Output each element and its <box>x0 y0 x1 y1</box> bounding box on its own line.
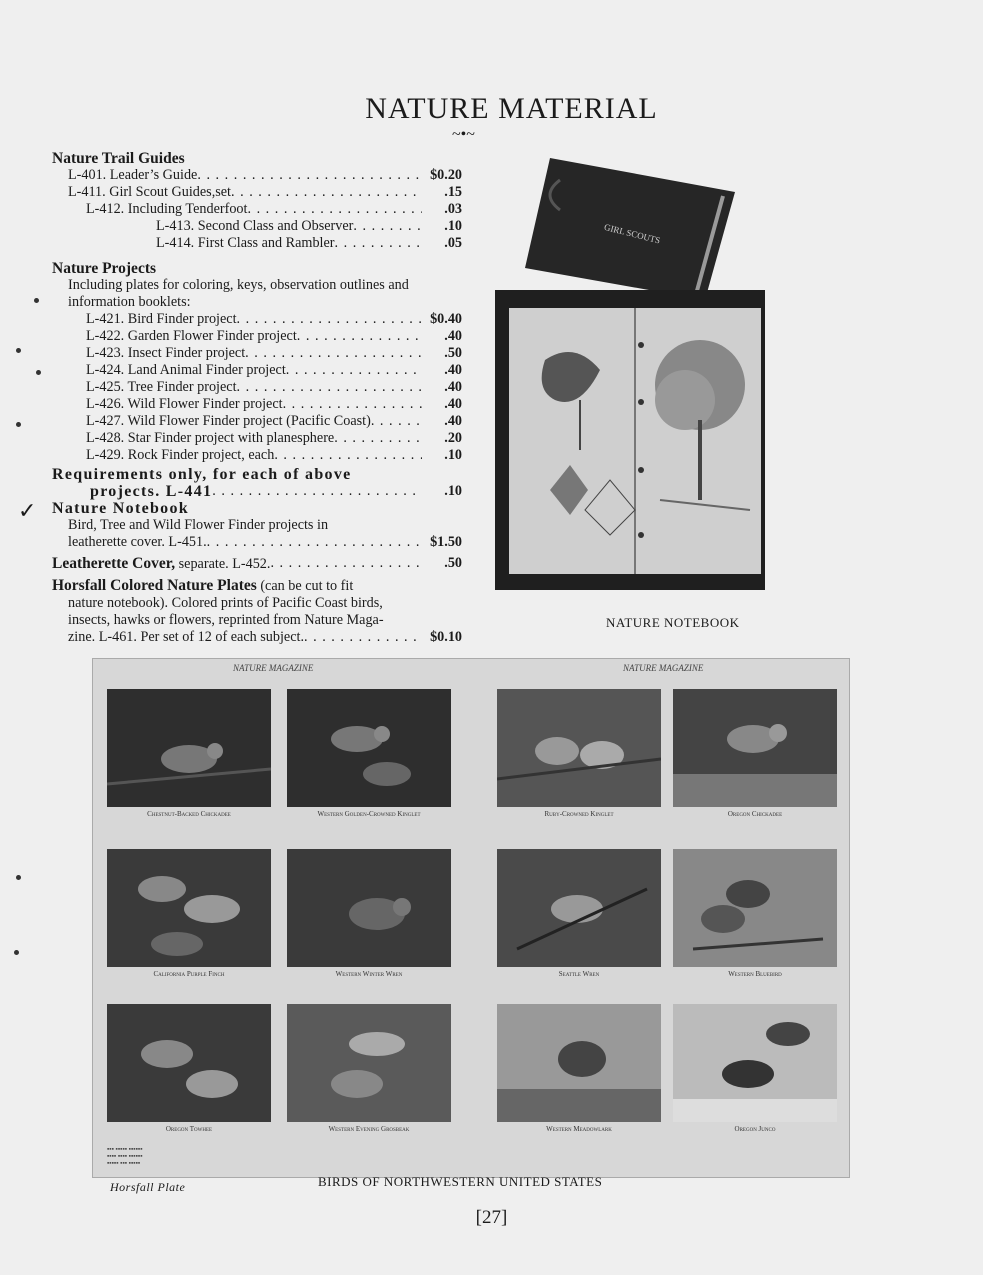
bird-plate: Oregon Chickadee <box>673 689 837 818</box>
item-row: L-426. Wild Flower Finder project . . . .40 <box>52 396 462 413</box>
item-row: L-412. Including Tenderfoot . . . .03 <box>52 201 462 218</box>
margin-dot-icon <box>16 422 21 427</box>
item-row: L-422. Garden Flower Finder project . . . .40 <box>52 328 462 345</box>
margin-dot-icon <box>16 875 21 880</box>
bird-plate: Seattle Wren <box>497 849 661 978</box>
item-row: L-428. Star Finder project with planesphere . . . .20 <box>52 430 462 447</box>
bird-plate: Chestnut-Backed Chickadee <box>107 689 271 818</box>
magazine-header-right: NATURE MAGAZINE <box>623 663 704 673</box>
horsfall-plate-image <box>92 658 850 1178</box>
plate-fine-print: ▪▪▪ ▪▪▪▪▪ ▪▪▪▪▪▪ ▪▪▪▪ ▪▪▪▪ ▪▪▪▪▪▪ ▪▪▪▪▪ ▪▪▪ ▪▪▪▪▪ <box>107 1146 143 1167</box>
notebook-heading: Nature Notebook <box>52 500 189 517</box>
bird-plate: California Purple Finch <box>107 849 271 978</box>
item-row: L-429. Rock Finder project, each . . . .10 <box>52 447 462 464</box>
item-row: L-411. Girl Scout Guides,set . . . .15 <box>52 184 462 201</box>
item-row: L-424. Land Animal Finder project . . . .40 <box>52 362 462 379</box>
nature-notebook-photo <box>485 140 770 620</box>
magazine-header-left: NATURE MAGAZINE <box>233 663 314 673</box>
margin-dot-icon <box>34 298 39 303</box>
projects-heading: Nature Projects <box>52 260 157 277</box>
checkmark-icon: ✓ <box>18 498 37 523</box>
item-row: L-401. Leader’s Guide . . . $0.20 <box>52 167 462 184</box>
cover-row: Leatherette Cover, separate. L-452. . . . .50 <box>52 555 462 573</box>
item-row: L-421. Bird Finder project . . . $0.40 <box>52 311 462 328</box>
bird-plate: Western Golden-Crowned Kinglet <box>287 689 451 818</box>
page-title: NATURE MATERIAL <box>365 92 658 125</box>
notebook-desc: Bird, Tree and Wild Flower Finder projects in <box>68 517 329 533</box>
margin-dot-icon <box>14 950 19 955</box>
requirements-row: projects. L-441 . . . .10 <box>52 483 462 500</box>
item-row: L-413. Second Class and Observer . . . .10 <box>52 218 462 235</box>
bird-plate: Western Winter Wren <box>287 849 451 978</box>
title-flourish: ~•~ <box>452 126 475 143</box>
bird-plate: Western Evening Grosbeak <box>287 1004 451 1133</box>
bird-plate: Ruby-Crowned Kinglet <box>497 689 661 818</box>
margin-dot-icon <box>16 348 21 353</box>
item-row: L-423. Insect Finder project . . . .50 <box>52 345 462 362</box>
item-row: L-427. Wild Flower Finder project (Pacific Coast) . . . .40 <box>52 413 462 430</box>
plate-caption-left: Horsfall Plate <box>110 1180 186 1194</box>
item-row: L-414. First Class and Rambler . . . .05 <box>52 235 462 252</box>
bird-plate: Oregon Towhee <box>107 1004 271 1133</box>
notebook-row: leatherette cover. L-451. . . . $1.50 <box>52 534 462 551</box>
page-number: [27] <box>475 1207 508 1228</box>
margin-dot-icon <box>36 370 41 375</box>
requirements-heading: Requirements only, for each of above <box>52 466 352 483</box>
horsfall-block: Horsfall Colored Nature Plates (can be cut to fit nature notebook). Colored prints of Pacific Coast birds, insects, hawks or flowers, reprinted from Nature Maga- zine. L-461. Per set of 12 of each subject. . . . $0.10 <box>52 577 462 646</box>
trail-guides-heading: Nature Trail Guides <box>52 150 185 167</box>
notebook-cover-text: GIRL SCOUTS <box>603 221 662 246</box>
item-row: L-425. Tree Finder project . . . .40 <box>52 379 462 396</box>
bird-plate: Oregon Junco <box>673 1004 837 1133</box>
projects-intro: Including plates for coloring, keys, observation outlines and information booklets: <box>68 277 409 310</box>
notebook-caption: NATURE NOTEBOOK <box>606 615 740 630</box>
bird-plate: Western Meadowlark <box>497 1004 661 1133</box>
plate-caption: BIRDS OF NORTHWESTERN UNITED STATES <box>318 1174 603 1189</box>
price-list <box>52 150 462 646</box>
bird-plate: Western Bluebird <box>673 849 837 978</box>
